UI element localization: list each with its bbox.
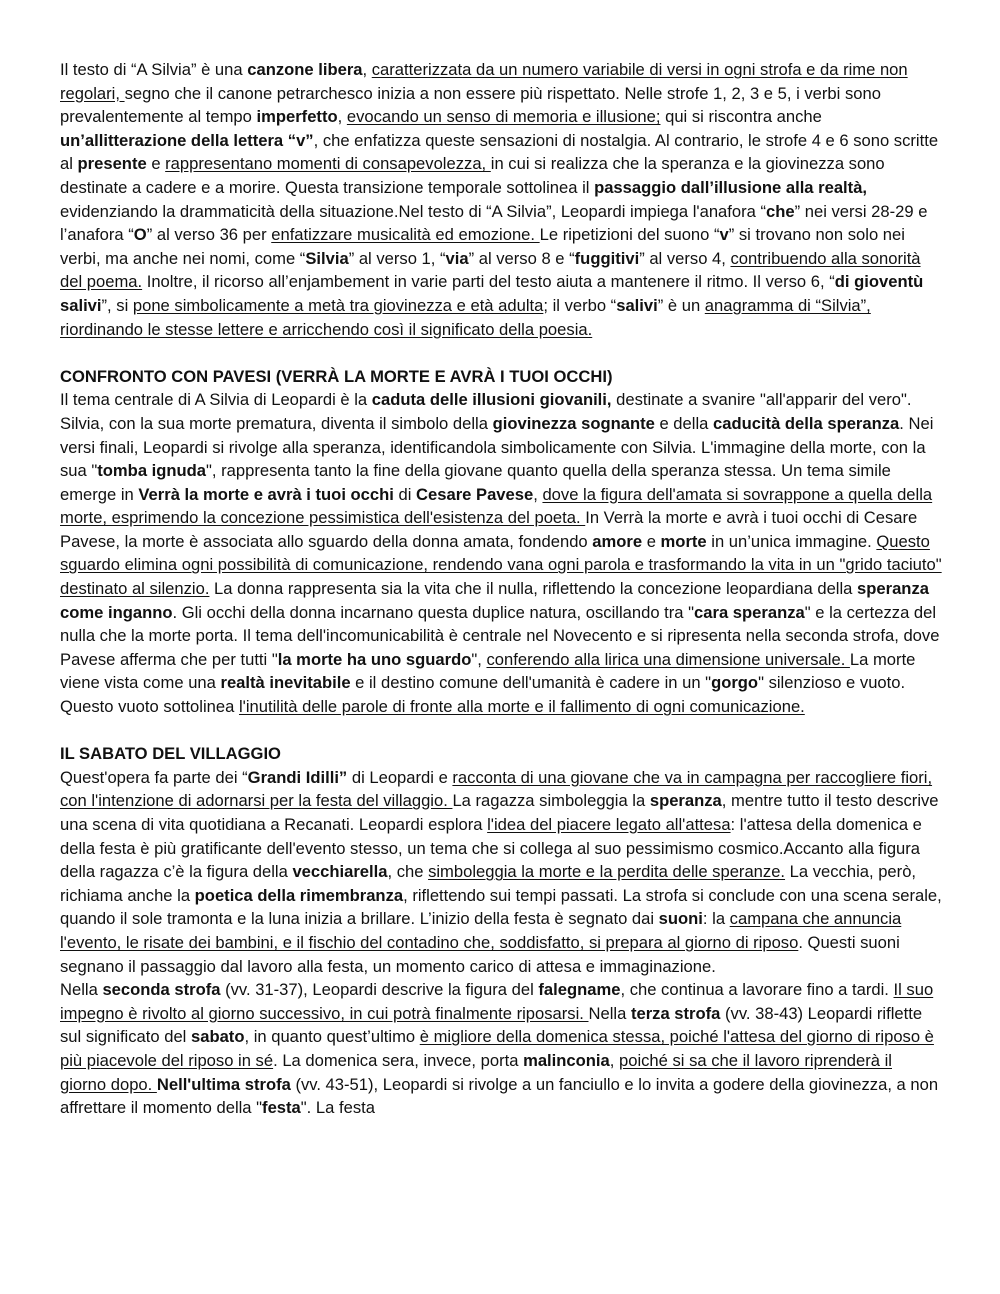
- bold-text: falegname: [538, 980, 621, 1000]
- bold-text: seconda strofa: [102, 980, 221, 1000]
- text-run: Il tema centrale di A Silvia di Leopardi è la: [60, 390, 372, 410]
- text-run: ” nei versi 28-29 e l’anafora “: [60, 201, 928, 245]
- text-run: ; il verbo “: [543, 295, 617, 315]
- text-run: Quest'opera fa parte dei “: [60, 767, 248, 787]
- bold-text: speranza come inganno: [60, 579, 929, 622]
- section-heading-confronto-pavese: CONFRONTO CON PAVESI (VERRÀ LA MORTE E AVRÀ I TUOI OCCHI): [60, 366, 613, 386]
- text-run: segno che il canone petrarchesco inizia a non essere più rispettato. Nelle strofe 1, 2, 3 e 5, i verbi sono prevalentemente al tempo: [60, 83, 881, 127]
- underlined-text: simboleggia la morte e la perdita delle speranze.: [428, 862, 786, 882]
- bold-text: la morte ha uno sguardo: [277, 649, 472, 669]
- text-run: ,: [609, 1050, 619, 1070]
- bold-text: terza strofa: [630, 1003, 721, 1023]
- text-run: La ragazza simboleggia la: [452, 791, 650, 811]
- bold-text: morte: [660, 531, 707, 551]
- underlined-text: Questo sguardo elimina ogni possibilità di comunicazione, rendendo vana ogni parola e trasformando la vita in un "grido taciuto" destinato al silenzio.: [60, 531, 942, 599]
- text-run: La vecchia, però, richiama anche la: [60, 862, 917, 905]
- bold-text: imperfetto: [256, 107, 338, 127]
- text-run: La morte viene vista come una: [60, 649, 916, 693]
- underlined-text: dove la figura dell'amata si sovrappone a quella della morte, esprimendo la concezione pessimistica dell'esistenza del poeta.: [60, 484, 933, 528]
- text-run: ". La festa: [300, 1098, 375, 1118]
- text-run: Il testo di “A Silvia” è una: [60, 60, 248, 79]
- text-run: in cui si realizza che la speranza e la giovinezza sono destinate a cadere e a morire. Questa transizione temporale sottolinea il: [60, 154, 885, 197]
- bold-text: malinconia: [523, 1050, 610, 1070]
- bold-text: che: [766, 201, 795, 221]
- underlined-text: racconta di una giovane che va in campagna per raccogliere fiori, con l'intenzione di adornarsi per la festa del villaggio.: [60, 767, 933, 811]
- bold-text: un’allitterazione della lettera “v”: [60, 130, 314, 150]
- text-run: ” al verso 1, “: [348, 248, 446, 268]
- text-run: ", rappresenta tanto la fine della giovane quanto quella della speranza stessa. Un tema simile emerge in: [60, 461, 891, 504]
- text-run: ,: [337, 107, 347, 127]
- bold-text: gorgo: [711, 673, 759, 693]
- text-run: e: [642, 531, 661, 551]
- text-run: e il destino comune dell'umanità è cadere in un ": [350, 673, 712, 693]
- text-run: ",: [471, 649, 487, 669]
- bold-text: realtà inevitabile: [220, 673, 351, 693]
- text-run: (vv. 38-43) Leopardi riflette sul significato del: [60, 1003, 923, 1047]
- paragraph-sabato-intro: [60, 766, 942, 978]
- text-run: La donna rappresenta sia la vita che il nulla, riflettendo la concezione leopardiana della: [209, 579, 858, 599]
- underlined-text: l'idea del piacere legato all'attesa: [487, 815, 731, 834]
- text-run: Nella: [588, 1003, 631, 1023]
- text-run: e della: [654, 413, 713, 433]
- text-run: " silenzioso e vuoto. Questo vuoto sottolinea: [60, 673, 906, 717]
- text-run: in un’unica immagine.: [706, 531, 877, 551]
- text-run: ” al verso 4,: [639, 248, 731, 268]
- text-run: ” al verso 8 e “: [468, 248, 575, 268]
- underlined-text: caratterizzata da un numero variabile di versi in ogni strofa e da rime non regolari,: [60, 60, 908, 103]
- section-gap: [60, 719, 942, 743]
- text-run: " e la certezza del nulla che la morte porta. Il tema dell'incomunicabilità è centrale nel Novecento e si ripresenta nella seconda strofa, dove Pavese afferma che per tutti ": [60, 602, 940, 669]
- text-run: Inoltre, il ricorso all’enjambement in varie parti del testo aiuta a mantenere il ritmo. Il verso 6, “: [142, 272, 835, 292]
- bold-text: poetica della rimembranza: [194, 885, 404, 905]
- bold-text: Grandi Idilli”: [247, 767, 348, 787]
- underlined-text: anagramma di “Silvia”, riordinando le stesse lettere e arricchendo così il significato della poesia.: [60, 295, 871, 339]
- underlined-text: pone simbolicamente a metà tra giovinezza e età adulta: [132, 295, 544, 315]
- bold-text: amore: [592, 531, 643, 551]
- bold-text: caduta delle illusioni giovanili,: [371, 390, 612, 410]
- bold-text: sabato: [190, 1027, 245, 1047]
- text-run: , riflettendo sui tempi passati. La strofa si conclude con una scena serale, quando il sole tramonta e la luna inizia a brillare. L’inizio della festa è segnato dai: [60, 885, 942, 929]
- paragraph-sabato-strofe: [60, 978, 942, 1120]
- text-run: ,: [362, 60, 372, 79]
- bold-text: Verrà la morte e avrà i tuoi occhi: [138, 484, 394, 504]
- underlined-text: enfatizzare musicalità ed emozione.: [271, 225, 540, 245]
- bold-text: salivi: [616, 295, 658, 315]
- bold-text: suoni: [658, 909, 703, 929]
- text-run: : l'attesa della domenica e della festa è più gratificante dell'evento stesso, un tema che si collega al suo pessimismo cosmico.Accanto alla figura della ragazza c’è la figura della: [60, 815, 922, 882]
- underlined-text: poiché si sa che il lavoro riprenderà il giorno dopo.: [60, 1050, 892, 1094]
- bold-text: di gioventù salivi: [60, 272, 924, 315]
- text-run: , che enfatizza queste sensazioni di nostalgia. Al contrario, le strofe 4 e 6 sono scritte al: [60, 130, 939, 174]
- bold-text: canzone libera: [247, 60, 363, 79]
- text-run: , che continua a lavorare fino a tardi.: [620, 980, 894, 1000]
- text-run: . Gli occhi della donna incarnano questa duplice natura, oscillando tra ": [172, 602, 695, 622]
- section-heading-sabato-villaggio: IL SABATO DEL VILLAGGIO: [60, 744, 281, 764]
- text-run: In Verrà la morte e avrà i tuoi occhi di Cesare Pavese, la morte è associata allo sguardo della donna amata, fondendo: [60, 508, 918, 551]
- text-run: ” è un: [657, 295, 705, 315]
- bold-text: presente: [77, 154, 147, 174]
- text-run: , in quanto quest’ultimo: [244, 1027, 420, 1047]
- underlined-text: l'inutilità delle parole di fronte alla morte e il fallimento di ogni comunicazione.: [238, 697, 805, 717]
- bold-text: via: [445, 248, 469, 268]
- bold-text: cara speranza: [694, 602, 805, 622]
- bold-text: Cesare Pavese: [416, 484, 534, 504]
- text-run: ” si trovano non solo nei verbi, ma anche nei nomi, come “: [60, 225, 905, 268]
- document-page: [60, 58, 942, 1120]
- text-run: e: [146, 154, 166, 174]
- bold-text: fuggitivi: [574, 248, 640, 268]
- text-run: (vv. 31-37), Leopardi descrive la figura del: [220, 980, 539, 1000]
- underlined-text: conferendo alla lirica una dimensione universale.: [486, 649, 850, 669]
- section-sabato-villaggio: [60, 742, 942, 1120]
- text-run: evidenziando la drammaticità della situazione.Nel testo di “A Silvia”, Leopardi impiega l'anafora “: [60, 201, 767, 221]
- underlined-text: è migliore della domenica stessa, poiché l'attesa del giorno di riposo è più piacevole del riposo in sé: [60, 1027, 934, 1070]
- underlined-text: evocando un senso di memoria e illusione;: [346, 107, 661, 127]
- bold-text: Silvia: [305, 248, 349, 268]
- bold-text: Nell'ultima strofa: [156, 1074, 291, 1094]
- text-run: ,: [533, 484, 543, 504]
- paragraph-a-silvia-analysis: [60, 58, 942, 341]
- text-run: (vv. 43-51), Leopardi si rivolge a un fanciullo e lo invita a godere della giovinezza, a non affrettare il momento della ": [60, 1074, 939, 1118]
- bold-text: speranza: [649, 791, 722, 811]
- bold-text: festa: [262, 1098, 301, 1118]
- bold-text: tomba ignuda: [97, 461, 207, 481]
- underlined-text: contribuendo alla sonorità del poema.: [60, 248, 921, 292]
- text-run: : la: [702, 909, 730, 929]
- bold-text: vecchiarella: [292, 862, 388, 882]
- section-confronto-pavese: [60, 365, 942, 719]
- text-run: . Questi suoni segnano il passaggio dal lavoro alla festa, un momento carico di attesa e immaginazione.: [60, 932, 900, 976]
- bold-text: O: [133, 225, 147, 245]
- bold-text: v: [719, 225, 729, 245]
- text-run: ” al verso 36 per: [146, 225, 272, 245]
- section-a-silvia: [60, 58, 942, 341]
- underlined-text: Il suo impegno è rivolto al giorno successivo, in cui potrà finalmente riposarsi.: [60, 980, 934, 1023]
- text-run: , mentre tutto il testo descrive una scena di vita quotidiana a Recanati. Leopardi esplora: [60, 791, 939, 834]
- text-run: , che: [387, 862, 429, 882]
- text-run: ”, si: [101, 295, 133, 315]
- text-run: di: [393, 484, 417, 504]
- text-run: Nella: [60, 980, 103, 1000]
- text-run: destinate a svanire "all'apparir del vero". Silvia, con la sua morte prematura, diventa il simbolo della: [60, 390, 912, 433]
- text-run: . Nei versi finali, Leopardi si rivolge alla speranza, identificandola simbolicamente con Silvia. L'immagine della morte, con la sua ": [60, 413, 934, 481]
- paragraph-confronto-pavese: [60, 388, 942, 718]
- underlined-text: campana che annuncia l'evento, le risate dei bambini, e il fischio del contadino che, soddisfatto, si prepara al giorno di riposo: [60, 909, 902, 952]
- text-run: di Leopardi e: [347, 767, 453, 787]
- underlined-text: rappresentano momenti di consapevolezza,: [165, 154, 491, 174]
- bold-text: passaggio dall’illusione alla realtà,: [594, 177, 868, 197]
- text-run: qui si riscontra anche: [660, 107, 822, 127]
- bold-text: giovinezza sognante: [492, 413, 655, 433]
- text-run: . La domenica sera, invece, porta: [273, 1050, 524, 1070]
- bold-text: caducità della speranza: [712, 413, 900, 433]
- section-gap: [60, 341, 942, 365]
- text-run: Le ripetizioni del suono “: [539, 225, 720, 245]
